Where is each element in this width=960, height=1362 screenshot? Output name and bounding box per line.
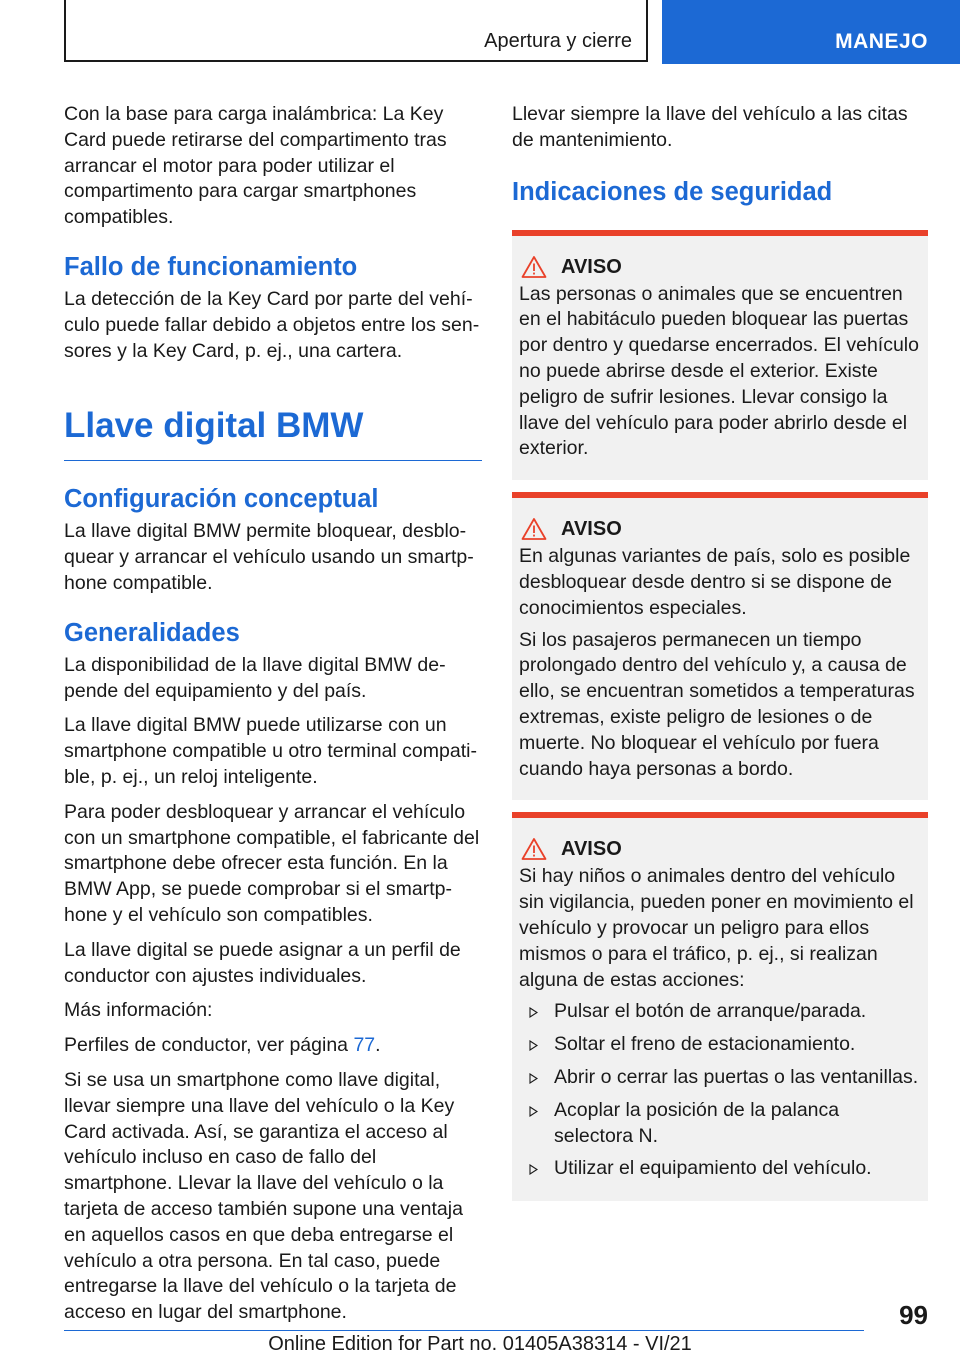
profiles-reference	[64, 1033, 482, 1059]
config-heading: Configuración conceptual	[64, 485, 379, 514]
right-column	[512, 102, 928, 1213]
header-chapter-label: MANEJO	[835, 30, 928, 53]
triangle-bullet-icon	[529, 1007, 538, 1018]
list-item-text: Soltar el freno de estacionamiento.	[554, 1033, 856, 1056]
intro-paragraph: Con la base para carga inalámbrica: La Key Card puede retirarse del compartimento tras arrancar el motor para poder utilizar el compartimento para cargar smartphones compatibles.	[64, 103, 447, 229]
left-column	[64, 102, 482, 1335]
warning-header	[519, 516, 920, 542]
config-paragraph: La llave digital BMW permite bloquear, desbloquear y arrancar el vehículo usando un smartphone compatible.	[64, 520, 474, 594]
profiles-text: Perfiles de conductor, ver página	[64, 1034, 354, 1057]
footer-edition: Online Edition for Part no. 01405A38314 - VI/21	[268, 1333, 692, 1355]
header-frame	[64, 0, 648, 62]
general-paragraph-2: La llave digital BMW puede utilizarse con un smartphone compatible u otro terminal compatible, p. ej., un reloj inteligente.	[64, 714, 477, 788]
warning-header	[519, 254, 920, 280]
warning-paragraph: Si hay niños o animales dentro del vehículo sin vigilancia, pueden poner en movimiento el vehículo y provocar un peligro para ellos mismos o para el tráfico, p. ej., si realizan alguna de estas acciones:	[519, 865, 914, 991]
page-link-77[interactable]: 77	[353, 1034, 376, 1057]
chapter-title: Llave digital BMW	[64, 404, 482, 461]
list-item	[519, 1032, 920, 1058]
warning-title: AVISO	[561, 255, 622, 278]
warning-title: AVISO	[561, 518, 622, 541]
safety-heading: Indicaciones de seguridad	[512, 177, 833, 206]
list-item	[519, 1156, 920, 1182]
list-item-text: Utilizar el equipamiento del vehículo.	[554, 1157, 872, 1180]
list-item-text: Pulsar el botón de arranque/parada.	[554, 1000, 867, 1023]
warning-triangle-icon	[521, 517, 547, 541]
general-heading: Generalidades	[64, 618, 240, 647]
general-paragraph-3: Para poder desbloquear y arrancar el vehículo con un smartphone compatible, el fabricante del smartphone debe ofrecer esta función. En la BMW App, se puede comprobar si el smartphone y el vehículo son compatibles.	[64, 800, 480, 926]
list-item	[519, 1098, 920, 1150]
fallo-paragraph: La detección de la Key Card por parte del vehículo puede fallar debido a objetos entre los sensores y la Key Card, p. ej., una cartera.	[64, 287, 480, 362]
triangle-bullet-icon	[529, 1073, 538, 1084]
warning-paragraph: En algunas variantes de país, solo es posible desbloquear desde dentro si se dispone de conocimientos especiales.	[519, 545, 911, 619]
triangle-bullet-icon	[529, 1106, 538, 1117]
general-paragraph-1: La disponibilidad de la llave digital BMW depende del equipamiento y del país.	[64, 653, 446, 702]
more-info-label: Más información:	[64, 999, 213, 1022]
warning-title: AVISO	[561, 838, 622, 861]
warning-box	[512, 812, 928, 1201]
page-number: 99	[899, 1300, 928, 1330]
list-item-text: Acoplar la posición de la palanca selectora N.	[554, 1098, 840, 1147]
general-paragraph-5: Si se usa un smartphone como llave digital, llevar siempre una llave del vehículo o la Key Card activada. Así, se garantiza el acceso al vehículo incluso en caso de fallo del smartphone. Llevar la llave del vehículo o la tarjeta de acceso también supone una ventaja en aquellos casos en que deba entregarse el vehículo a otra persona. En tal caso, puede entregarse la llave del vehículo o la tarjeta de acceso en lugar del smartphone.	[64, 1068, 463, 1324]
header-section-title: Apertura y cierre	[484, 30, 632, 52]
list-item	[519, 1065, 920, 1091]
list-item-text: Abrir o cerrar las puertas o las ventanillas.	[554, 1065, 919, 1088]
warning-paragraph: Las personas o animales que se encuentren en el habitáculo pueden bloquear las puertas por dentro y quedarse encerrados. El vehículo no puede abrirse desde el exterior. Existe peligro de sufrir lesiones. Llevar consigo la llave del vehículo para poder abrirlo desde el exterior.	[519, 282, 919, 460]
general-paragraph-4: La llave digital se puede asignar a un perfil de conductor con ajustes individuales.	[64, 938, 461, 987]
warning-box	[512, 492, 928, 800]
warning-triangle-icon	[521, 255, 547, 279]
warning-header	[519, 836, 920, 862]
triangle-bullet-icon	[529, 1040, 538, 1051]
warning-triangle-icon	[521, 837, 547, 861]
warning-bullet-list	[519, 999, 920, 1182]
header-chapter-tab[interactable]	[662, 0, 960, 64]
list-item	[519, 999, 920, 1025]
right-intro-paragraph: Llevar siempre la llave del vehículo a las citas de mantenimiento.	[512, 103, 908, 151]
footer-divider	[64, 1330, 864, 1331]
warning-box	[512, 230, 928, 481]
triangle-bullet-icon	[529, 1164, 538, 1175]
profiles-end: .	[375, 1034, 381, 1057]
fallo-heading: Fallo de funcionamiento	[64, 252, 358, 281]
warning-paragraph: Si los pasajeros permanecen un tiempo prolongado dentro del vehículo y, a causa de ello, se encuentran sometidos a temperaturas extremas, existe peligro de lesiones o de muerte. No bloquear el vehículo por fuera cuando haya personas a bordo.	[519, 628, 915, 780]
